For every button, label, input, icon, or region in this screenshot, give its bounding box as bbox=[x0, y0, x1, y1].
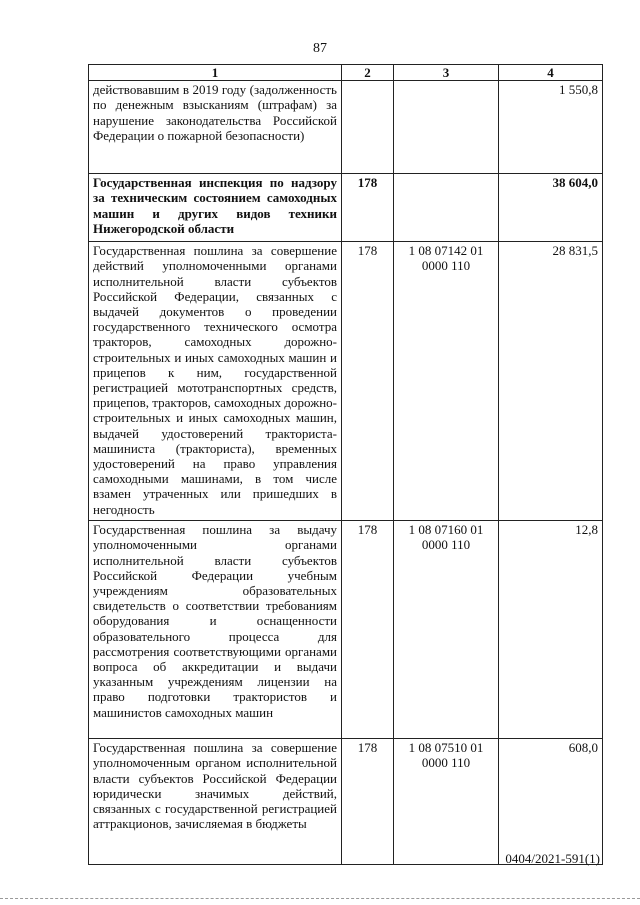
table-row bbox=[89, 242, 603, 521]
page-number: 87 bbox=[313, 41, 327, 56]
row-budget-code bbox=[394, 81, 499, 174]
table-row bbox=[89, 81, 603, 174]
header-col-4: 4 bbox=[499, 65, 603, 81]
row-amount: 1 550,8 bbox=[499, 81, 603, 174]
table-row bbox=[89, 739, 603, 865]
row-amount: 38 604,0 bbox=[499, 174, 603, 242]
row-admin-code: 178 bbox=[342, 739, 394, 865]
header-col-3: 3 bbox=[394, 65, 499, 81]
header-col-1: 1 bbox=[89, 65, 342, 81]
table-header-row bbox=[89, 65, 603, 81]
header-col-2: 2 bbox=[342, 65, 394, 81]
table-row bbox=[89, 521, 603, 739]
table-row bbox=[89, 174, 603, 242]
row-admin-code bbox=[342, 81, 394, 174]
row-amount: 608,0 bbox=[499, 739, 603, 865]
row-budget-code: 1 08 07510 01 0000 110 bbox=[394, 739, 499, 865]
row-budget-code: 1 08 07142 01 0000 110 bbox=[394, 242, 499, 521]
row-admin-code: 178 bbox=[342, 174, 394, 242]
row-budget-code bbox=[394, 174, 499, 242]
row-amount: 12,8 bbox=[499, 521, 603, 739]
row-admin-code: 178 bbox=[342, 521, 394, 739]
row-budget-code: 1 08 07160 01 0000 110 bbox=[394, 521, 499, 739]
document-code: 0404/2021-591(1) bbox=[505, 851, 600, 866]
row-description: действовавшим в 2019 году (задолженность по денежным взысканиям (штрафам) за нарушение законодательства Российской Федерации о пожарной безопасности) bbox=[89, 81, 342, 174]
row-description: Государственная пошлина за совершение уполномоченным органом исполнительной власти субъектов Российской Федерации юридически значимых действий, связанных с государственной регистрацией аттракционов, зачисляемая в бюджеты bbox=[89, 739, 342, 865]
row-amount: 28 831,5 bbox=[499, 242, 603, 521]
row-description: Государственная пошлина за совершение действий уполномоченными органами исполнительной власти субъектов Российской Федерации, связанных с выдачей документов о проведении государственного технического осмотра тракторов, самоходных дорожно-строительных и иных самоходных машин и прицепов к ним, государственной регистрацией мототранспортных средств, прицепов, тракторов, самоходных дорожно-строительных и иных самоходных машин, выдачей удостоверений тракториста-машиниста (тракториста), временных удостоверений на право управления самоходными машинами, в том числе взамен утраченных или пришедших в негодность bbox=[89, 242, 342, 521]
revenue-table bbox=[88, 64, 603, 865]
row-description: Государственная инспекция по надзору за техническим состоянием самоходных машин и других видов техники Нижегородской области bbox=[89, 174, 342, 242]
row-description: Государственная пошлина за выдачу уполномоченными органами исполнительной власти субъектов Российской Федерации учебным учреждениям образовательных свидетельств о соответствии требованиям оборудования и оснащенности образовательного процесса для рассмотрения соответствующими органами вопроса об аккредитации и выдачи указанным учреждениям лицензии на право подготовки трактористов и машинистов самоходных машин bbox=[89, 521, 342, 739]
scan-edge-line bbox=[0, 898, 640, 900]
row-admin-code: 178 bbox=[342, 242, 394, 521]
